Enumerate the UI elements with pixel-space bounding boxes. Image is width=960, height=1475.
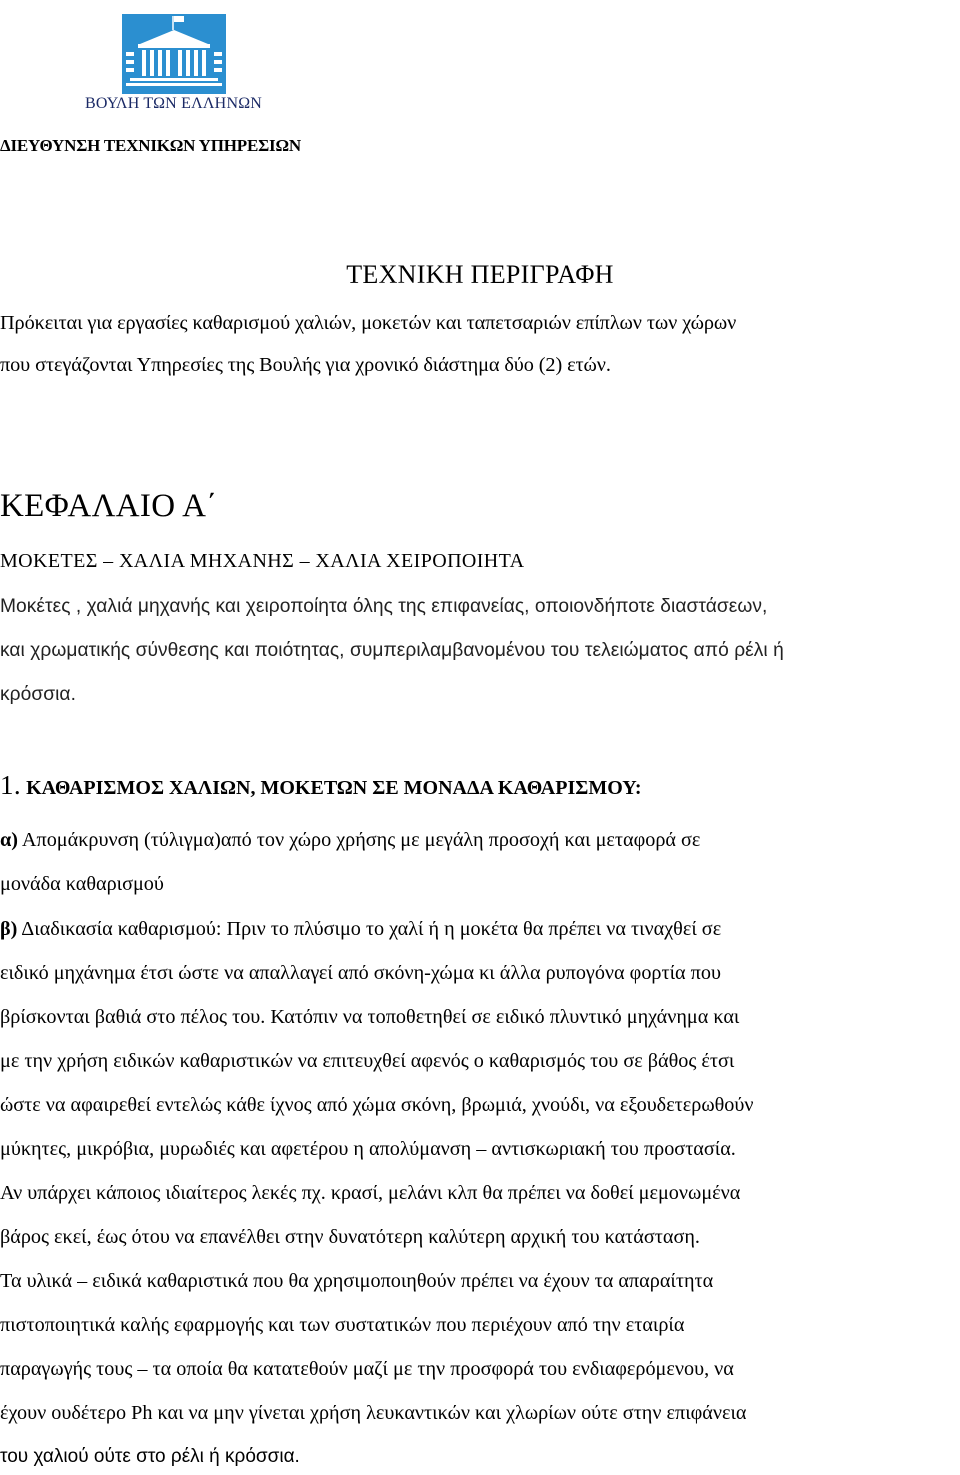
item-b-line-2: ειδικό μηχάνημα έτσι ώστε να απαλλαγεί από σκόνη-χώμα κι άλλα ρυπογόνα φορτία που [0, 962, 721, 984]
chapter-body-line-2: και χρωματικής σύνθεσης και ποιότητας, συμπεριλαμβανομένου του τελειώματος από ρέλι ή [0, 640, 784, 661]
section-heading [0, 770, 642, 801]
item-b-text-3: βρίσκονται βαθιά στο πέλος του. [0, 1006, 266, 1028]
intro-line-1: Πρόκειται για εργασίες καθαρισμού χαλιών, μοκετών και ταπετσαριών επίπλων των χώρων [0, 312, 737, 334]
item-b-line-4: με την χρήση ειδικών καθαριστικών να επιτευχθεί αφενός ο καθαρισμός του σε βάθος έτσι [0, 1050, 735, 1072]
item-a-text-1: Απομάκρυνση (τύλιγμα)από τον χώρο χρήσης με μεγάλη προσοχή και μεταφορά σε [18, 829, 701, 851]
logo-caption: ΒΟΥΛΗ ΤΩΝ ΕΛΛΗΝΩΝ [84, 95, 263, 112]
item-b-line-7: Αν υπάρχει κάποιος ιδιαίτερος λεκές πχ. κρασί, μελάνι κλπ θα πρέπει να δοθεί μεμονωμένα [0, 1182, 741, 1204]
item-b-line-1 [0, 918, 721, 941]
item-b-label: β) [0, 918, 18, 940]
chapter-body-line-1: Μοκέτες , χαλιά μηχανής και χειροποίητα όλης της επιφανείας, οποιονδήποτε διαστάσεων, [0, 596, 768, 617]
section-number: 1. [0, 770, 22, 800]
item-a-label: α) [0, 829, 18, 851]
item-b-line-3 [0, 1006, 739, 1029]
chapter-body-line-3: κρόσσια. [0, 684, 76, 705]
parliament-logo [78, 6, 269, 121]
item-b-line-12: έχουν ουδέτερο Ph και να μην γίνεται χρήση λευκαντικών και χλωρίων ούτε στην επιφάνεια [0, 1402, 747, 1424]
item-b-line-6: μύκητες, μικρόβια, μυρωδιές και αφετέρου η απολύμανση – αντισκωριακή του προστασία. [0, 1138, 736, 1160]
section-heading-text: ΚΑΘΑΡΙΣΜΟΣ ΧΑΛΙΩΝ, ΜΟΚΕΤΩΝ ΣΕ ΜΟΝΑΔΑ ΚΑΘΑΡΙΣΜΟΥ: [26, 777, 642, 799]
item-a-line-2: μονάδα καθαρισμού [0, 873, 164, 895]
item-b-line-11: παραγωγής τους – τα οποία θα κατατεθούν μαζί με την προσφορά του ενδιαφερόμενου, να [0, 1358, 734, 1380]
item-b-text-3-rest: Κατόπιν να τοποθετηθεί σε ειδικό πλυντικό μηχάνημα και [265, 1006, 740, 1028]
item-b-line-13: του χαλιού ούτε στο ρέλι ή κρόσσια. [0, 1446, 300, 1467]
item-b-text-1: Πριν το πλύσιμο το χαλί ή η μοκέτα θα πρέπει να τιναχθεί σε [221, 918, 722, 940]
chapter-title: ΚΕΦΑΛΑΙΟ Α΄ [0, 488, 218, 524]
item-b-line-9: Τα υλικά – ειδικά καθαριστικά που θα χρησιμοποιηθούν πρέπει να έχουν τα απαραίτητα [0, 1270, 714, 1292]
chapter-subtitle: ΜΟΚΕΤΕΣ – ΧΑΛΙΑ ΜΗΧΑΝΗΣ – ΧΑΛΙΑ ΧΕΙΡΟΠΟΙΗΤΑ [0, 550, 525, 572]
document-title: ΤΕΧΝΙΚΗ ΠΕΡΙΓΡΑΦΗ [346, 260, 614, 289]
item-a-line-1 [0, 829, 700, 852]
item-b-line-10: πιστοποιητικά καλής εφαρμογής και των συστατικών που περιέχουν από την εταιρία [0, 1314, 685, 1336]
item-b-label-rest: Διαδικασία καθαρισμού: [17, 918, 222, 940]
intro-line-2: που στεγάζονται Υπηρεσίες της Βουλής για χρονικό διάστημα δύο (2) ετών. [0, 354, 611, 376]
item-b-line-5: ώστε να αφαιρεθεί εντελώς κάθε ίχνος από χώμα σκόνη, βρωμιά, χνούδι, να εξουδετερωθούν [0, 1094, 754, 1116]
item-b-line-8: βάρος εκεί, έως ότου να επανέλθει στην δυνατότερη καλύτερη αρχική του κατάσταση. [0, 1226, 700, 1248]
department-heading: ΔΙΕΥΘΥΝΣΗ ΤΕΧΝΙΚΩΝ ΥΠΗΡΕΣΙΩΝ [0, 136, 301, 155]
